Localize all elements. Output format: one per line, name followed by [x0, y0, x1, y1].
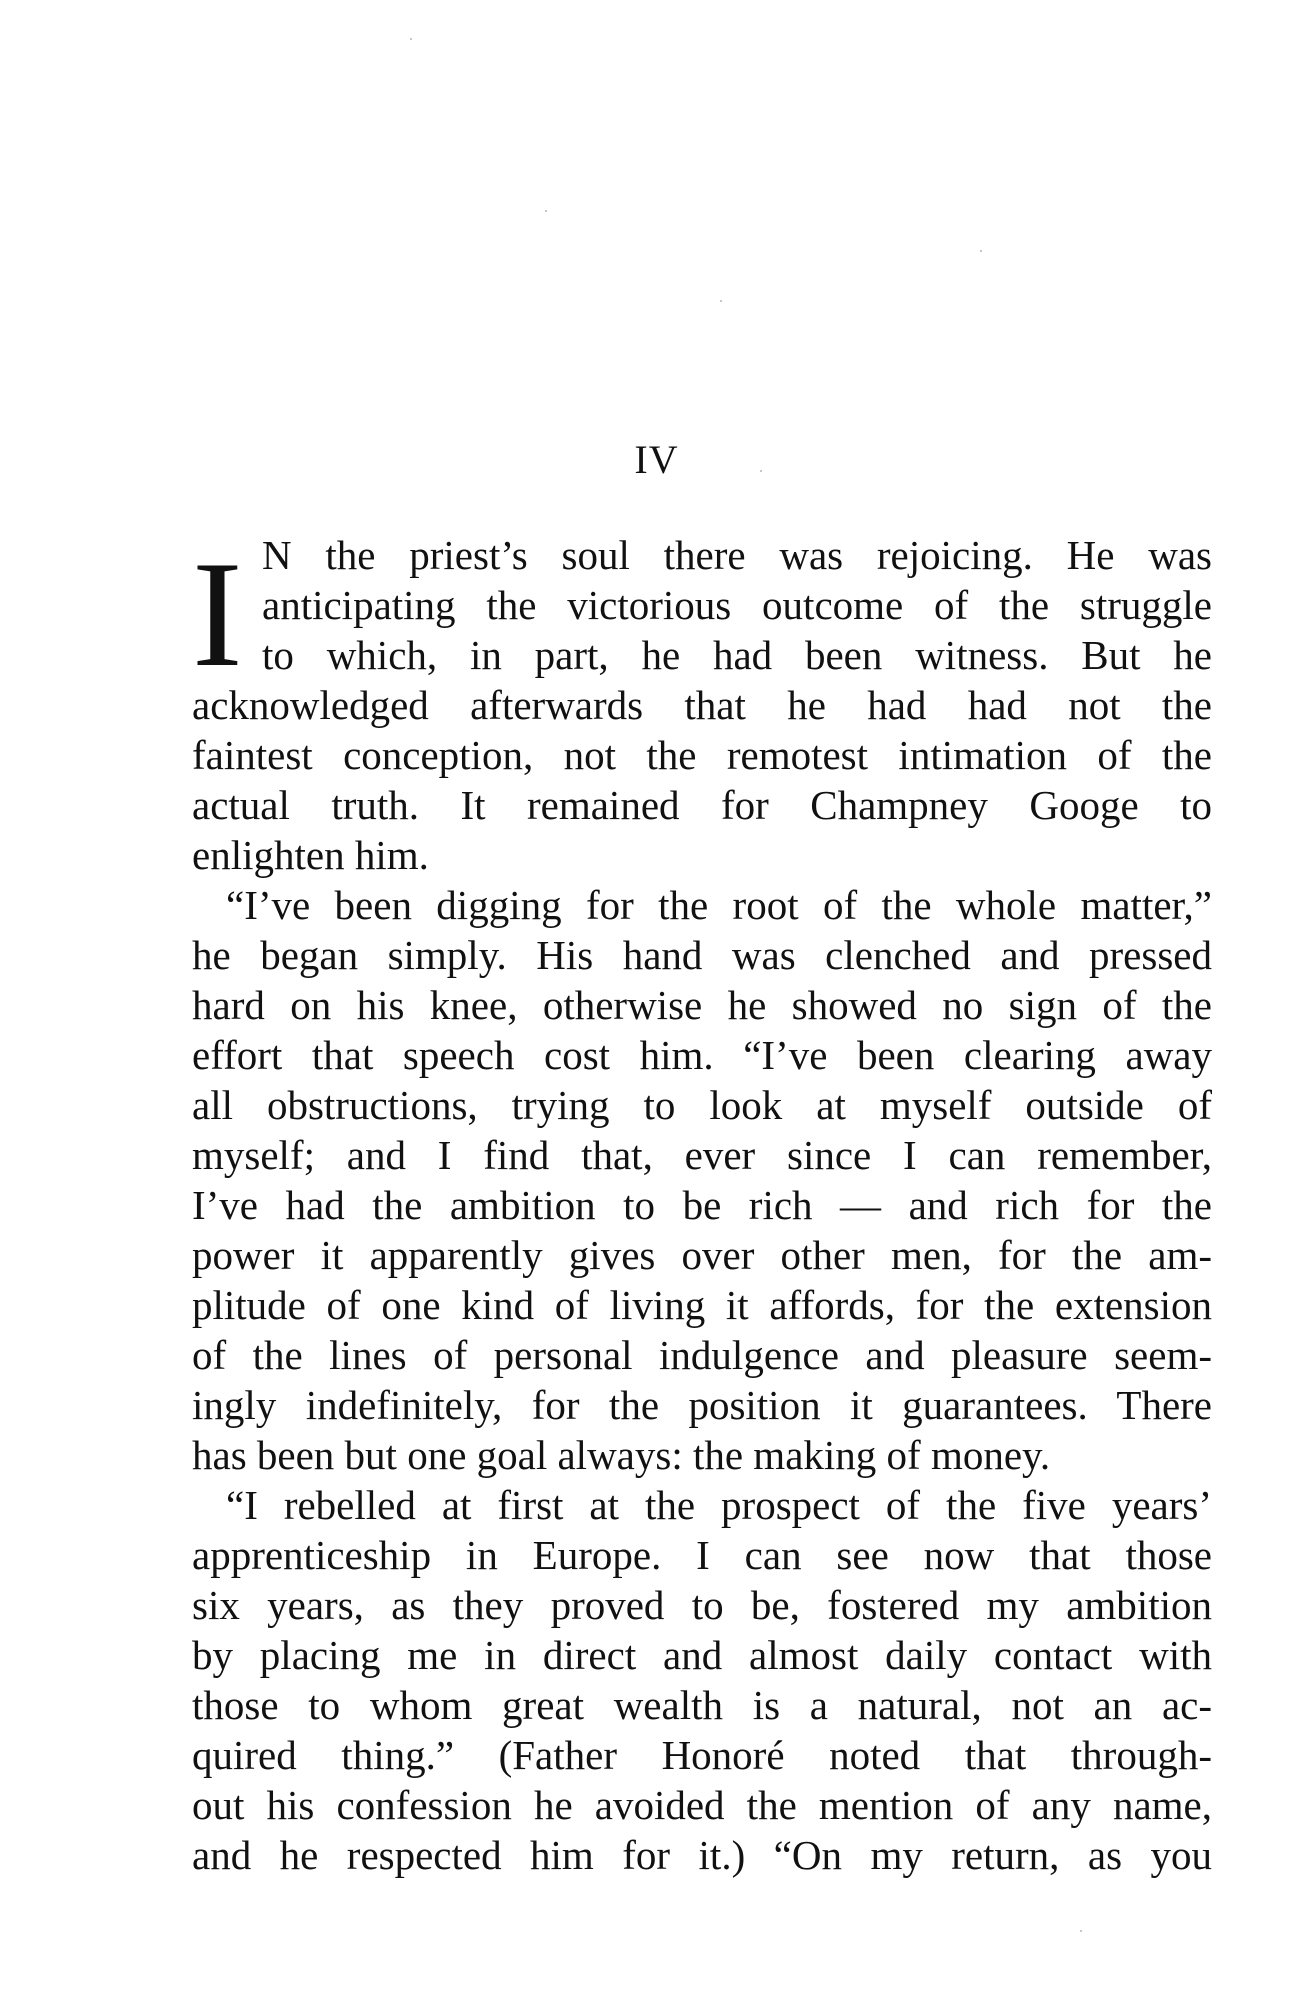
text-line: “I rebelled at first at the prospect of the five years’: [226, 1482, 1212, 1528]
text-line: to which, in part, he had been witness. But he: [262, 632, 1212, 678]
chapter-heading: IV: [634, 437, 679, 482]
text-line: power it apparently gives over other men, for the am-: [192, 1232, 1212, 1278]
text-line: “I’ve been digging for the root of the whole matter,”: [226, 882, 1212, 928]
text-line: of the lines of personal indulgence and pleasure seem-: [192, 1332, 1212, 1378]
body-text: [192, 530, 1212, 1880]
text-line: hard on his knee, otherwise he showed no sign of the: [192, 982, 1212, 1028]
text-line: apprenticeship in Europe. I can see now that those: [192, 1532, 1212, 1578]
text-line: faintest conception, not the remotest intimation of the: [192, 732, 1212, 778]
drop-cap: I: [192, 530, 243, 698]
text-line: has been but one goal always: the making of money.: [192, 1432, 1051, 1478]
text-line: and he respected him for it.) “On my return, as you: [192, 1832, 1212, 1878]
text-line: actual truth. It remained for Champney Googe to: [192, 782, 1212, 828]
text-line: those to whom great wealth is a natural, not an ac-: [192, 1682, 1212, 1728]
text-line: N the priest’s soul there was rejoicing. He was: [262, 532, 1212, 578]
text-line: anticipating the victorious outcome of the struggle: [262, 582, 1212, 628]
scan-speck: [545, 210, 547, 212]
scan-speck: [410, 38, 412, 40]
text-line: six years, as they proved to be, fostered my ambition: [192, 1582, 1212, 1628]
text-line: plitude of one kind of living it affords, for the extension: [192, 1282, 1212, 1328]
scan-speck: [760, 470, 762, 472]
text-line: myself; and I find that, ever since I can remember,: [192, 1132, 1212, 1178]
text-line: out his confession he avoided the mention of any name,: [192, 1782, 1212, 1828]
text-line: acknowledged afterwards that he had had not the: [192, 682, 1212, 728]
text-line: quired thing.” (Father Honoré noted that through-: [192, 1732, 1212, 1778]
text-line: enlighten him.: [192, 832, 429, 878]
text-line: ingly indefinitely, for the position it guarantees. There: [192, 1382, 1212, 1428]
text-line: he began simply. His hand was clenched and pressed: [192, 932, 1212, 978]
text-line: all obstructions, trying to look at myself outside of: [192, 1082, 1212, 1128]
scan-speck: [720, 300, 722, 302]
scan-speck: [1080, 1930, 1082, 1932]
text-line: effort that speech cost him. “I’ve been clearing away: [192, 1032, 1212, 1078]
text-line: I’ve had the ambition to be rich — and rich for the: [192, 1182, 1212, 1228]
scan-speck: [980, 250, 982, 252]
text-line: by placing me in direct and almost daily contact with: [192, 1632, 1212, 1678]
